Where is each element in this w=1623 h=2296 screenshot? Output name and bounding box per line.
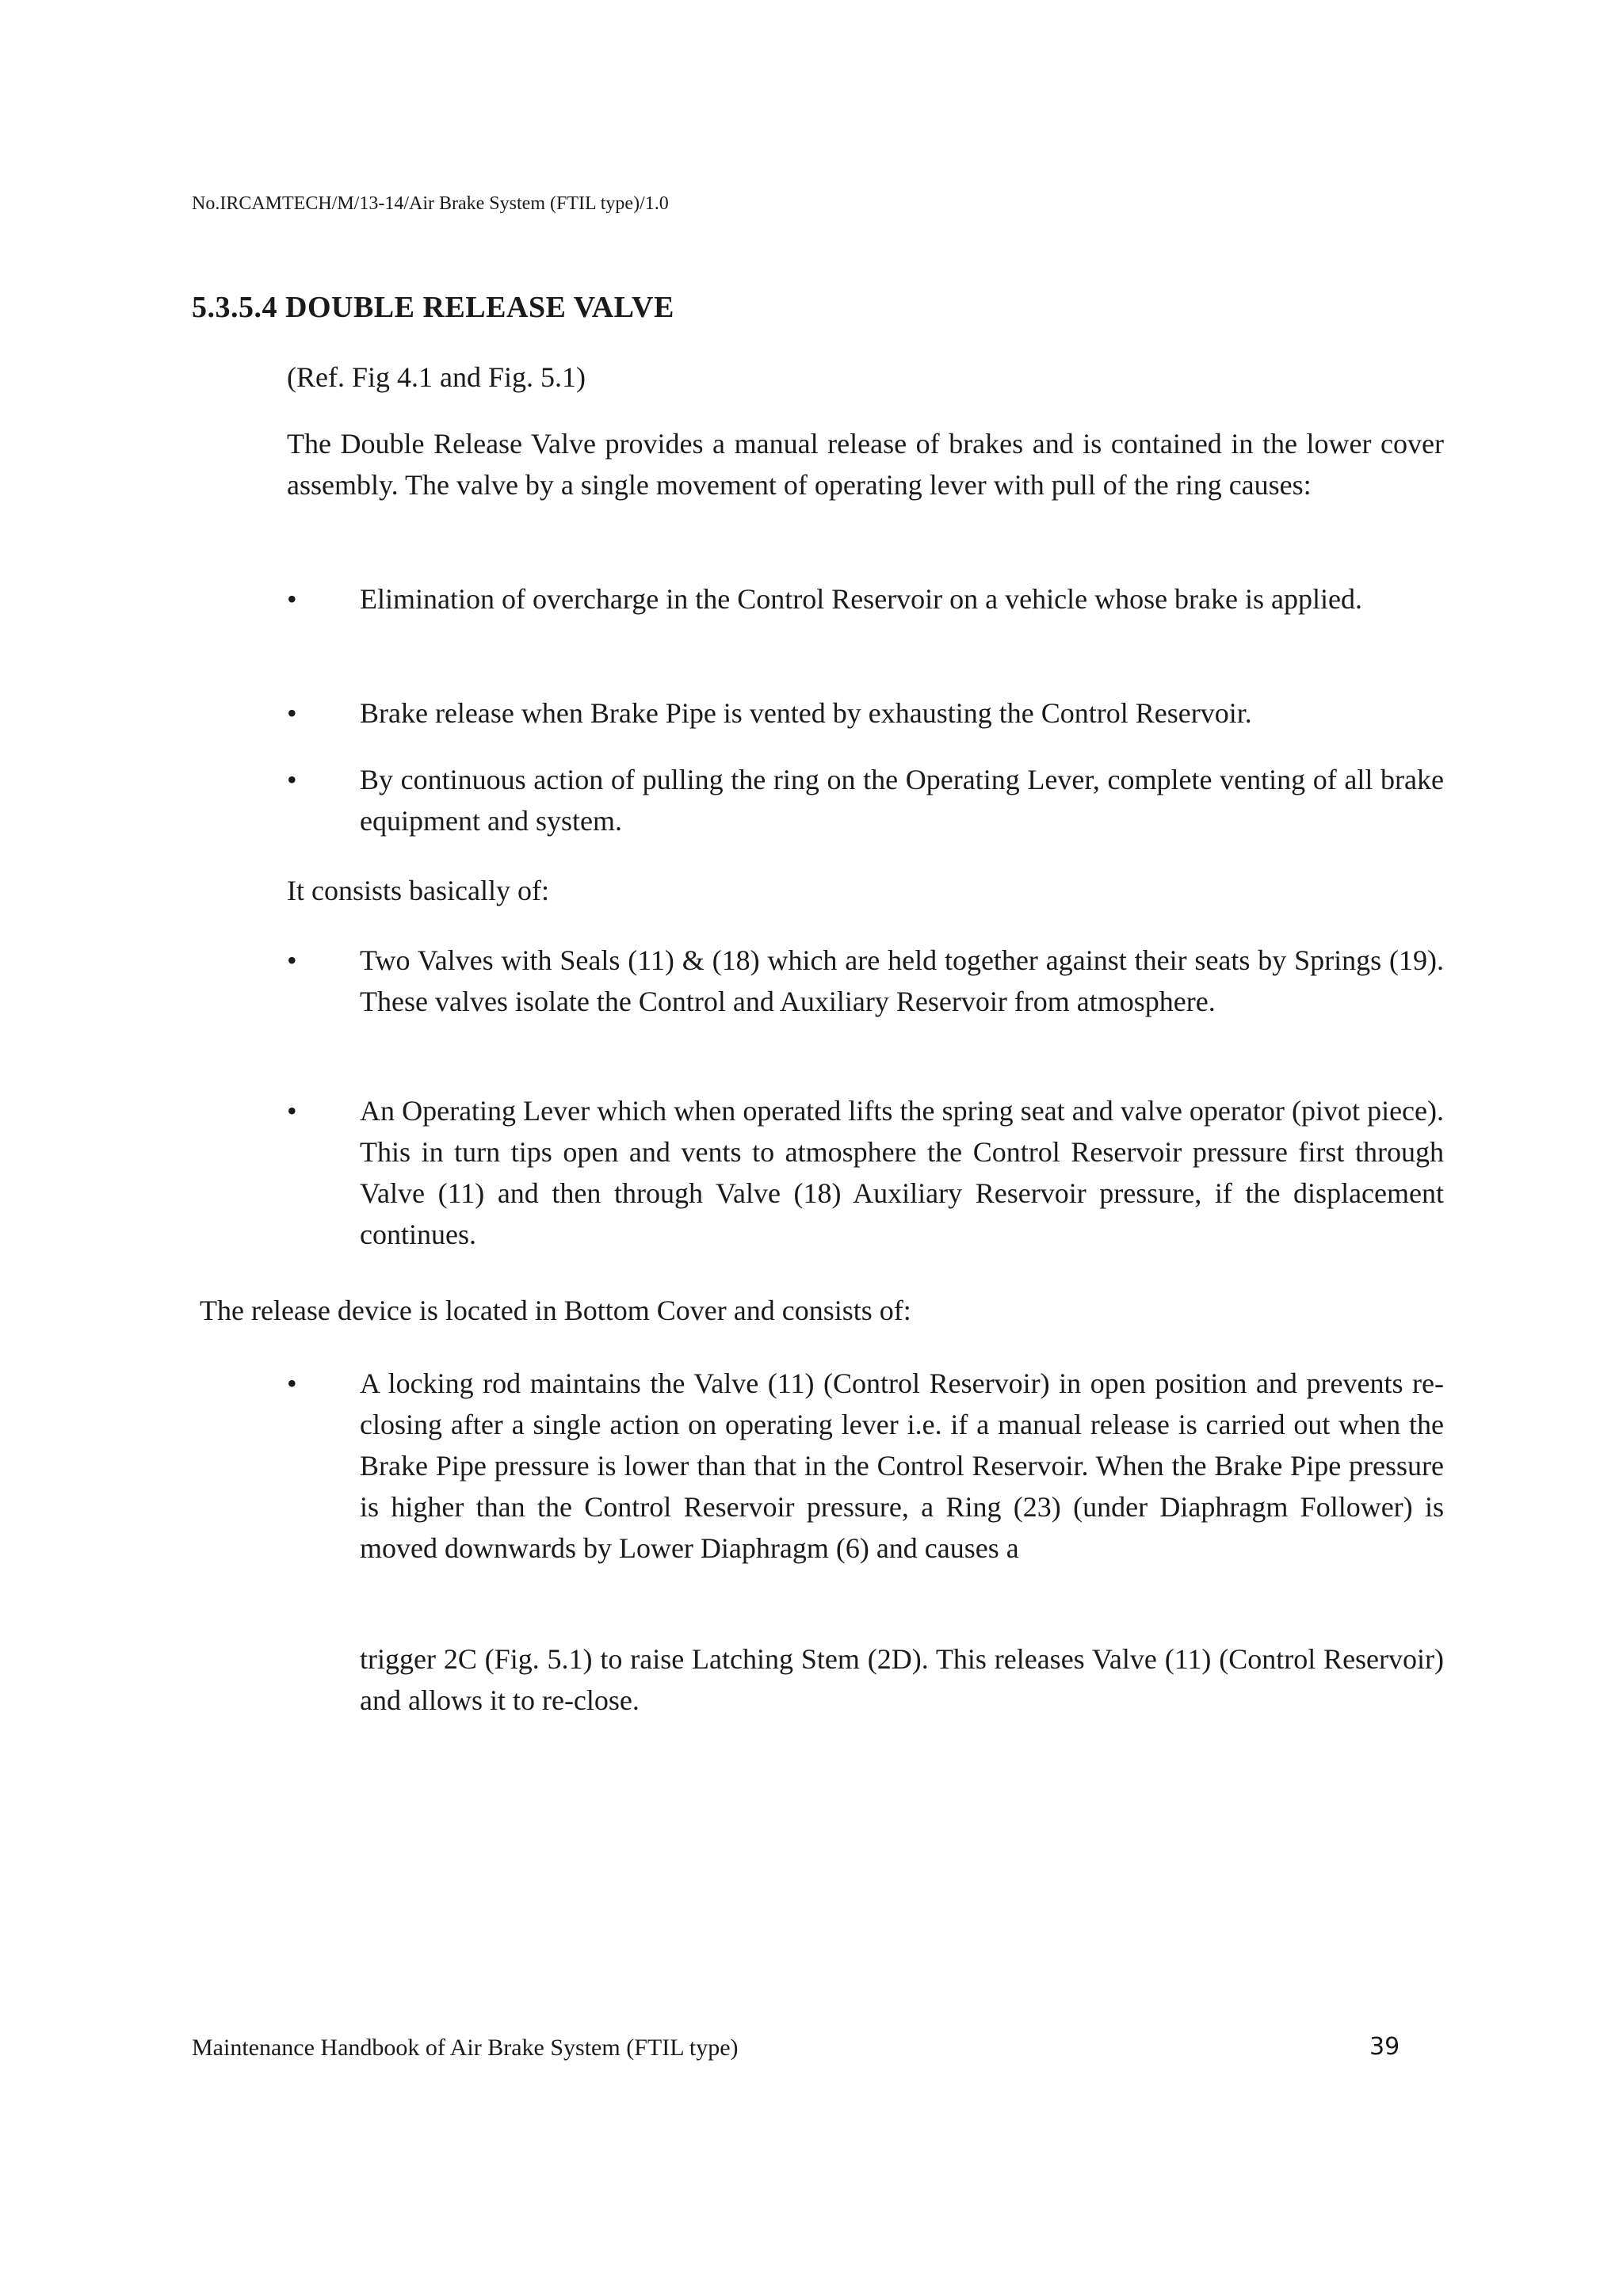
bullet-icon: • — [287, 1367, 297, 1399]
continuation-paragraph: trigger 2C (Fig. 5.1) to raise Latching Stem (2D). This releases Valve (11) (Control Reservoir) and allows it to re-close. — [360, 1643, 1444, 1716]
bullet-icon: • — [287, 1095, 297, 1127]
release-intro: The release device is located in Bottom Cover and consists of: — [200, 1295, 911, 1326]
bullet-icon: • — [287, 583, 297, 615]
list-item-text: Brake release when Brake Pipe is vented by exhausting the Control Reservoir. — [360, 697, 1252, 729]
section-heading: 5.3.5.4 DOUBLE RELEASE VALVE — [192, 291, 674, 324]
list-item-text: Two Valves with Seals (11) & (18) which are held together against their seats by Springs (19). These valves isolate the Control and Auxiliary Reservoir from atmosphere. — [360, 944, 1444, 1017]
page-number: 39 — [1369, 2033, 1400, 2061]
list-item-text: An Operating Lever which when operated lifts the spring seat and valve operator (pivot piece). This in turn tips open and vents to atmosphere the Control Reservoir pressure first through Valve (11) and then through Valve (18) Auxiliary Reservoir pressure, if the displacement continues. — [360, 1095, 1444, 1250]
list-item-text: Elimination of overcharge in the Control Reservoir on a vehicle whose brake is applied. — [360, 583, 1362, 615]
footer-title: Maintenance Handbook of Air Brake System (FTIL type) — [192, 2035, 739, 2061]
consists-intro: It consists basically of: — [287, 875, 549, 906]
intro-paragraph: The Double Release Valve provides a manual release of brakes and is contained in the lower cover assembly. The valve by a single movement of operating lever with pull of the ring causes: — [287, 428, 1444, 501]
figure-reference: (Ref. Fig 4.1 and Fig. 5.1) — [287, 361, 586, 393]
document-reference: No.IRCAMTECH/M/13-14/Air Brake System (FTIL type)/1.0 — [192, 193, 669, 214]
bullet-icon: • — [287, 944, 297, 976]
list-item-text: By continuous action of pulling the ring on the Operating Lever, complete venting of all brake equipment and system. — [360, 764, 1444, 837]
list-item-text: A locking rod maintains the Valve (11) (Control Reservoir) in open position and prevents re-closing after a single action on operating lever i.e. if a manual release is carried out when the Brake Pipe pressure is lower than that in the Control Reservoir. When the Brake Pipe pressure is higher than the Control Reservoir pressure, a Ring (23) (under Diaphragm Follower) is moved downwards by Lower Diaphragm (6) and causes a — [360, 1367, 1444, 1564]
bullet-icon: • — [287, 697, 297, 729]
bullet-icon: • — [287, 764, 297, 795]
